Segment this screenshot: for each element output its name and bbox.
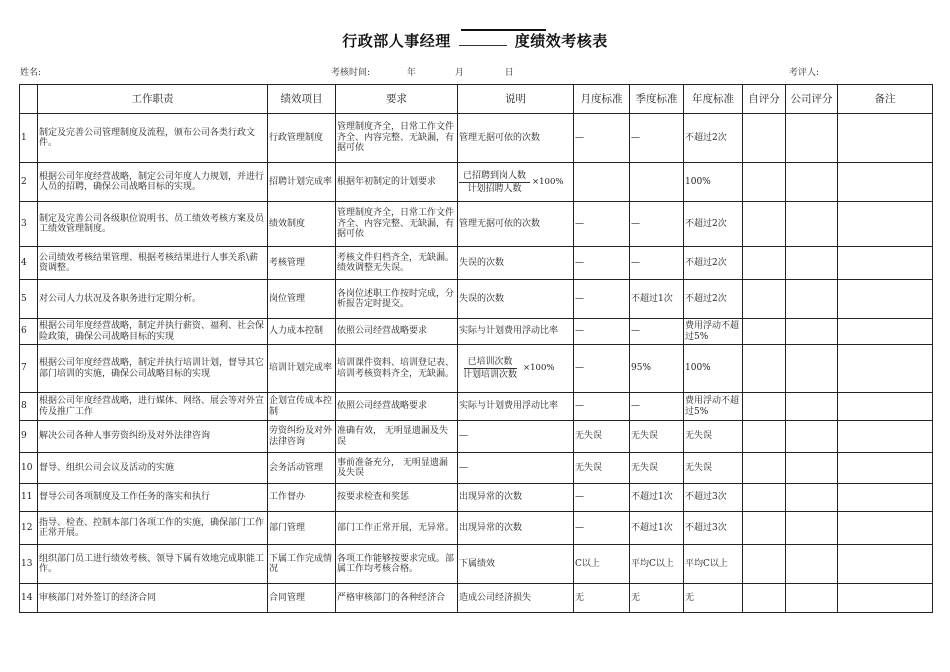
quarterly-standard-cell: — — [630, 247, 684, 280]
monthly-standard-cell: — — [574, 484, 630, 512]
note-cell[interactable] — [838, 421, 933, 453]
self-score-cell[interactable] — [743, 280, 786, 319]
company-score-cell[interactable] — [786, 345, 838, 393]
monthly-standard-cell: 无失误 — [574, 453, 630, 484]
item-cell: 工作督办 — [268, 484, 336, 512]
title-prefix: 行政部人事经理 — [342, 32, 451, 50]
row-number: 11 — [20, 484, 38, 512]
note-cell[interactable] — [838, 202, 933, 247]
formula-denominator: 计划招聘人数 — [467, 183, 522, 194]
company-score-cell[interactable] — [786, 453, 838, 484]
evaluation-table — [19, 84, 933, 613]
monthly-standard-cell: 无失误 — [574, 421, 630, 453]
description-cell: 失误的次数 — [458, 247, 574, 280]
quarterly-standard-cell: — — [630, 319, 684, 345]
table-row — [20, 247, 933, 280]
item-cell: 行政管理制度 — [268, 114, 336, 163]
self-score-cell[interactable] — [743, 545, 786, 584]
note-cell[interactable] — [838, 319, 933, 345]
company-score-cell[interactable] — [786, 545, 838, 584]
annual-standard-cell: 费用浮动不超过5% — [684, 393, 743, 421]
duty-cell: 解决公司各种人事劳资纠纷及对外法律咨询 — [38, 421, 268, 453]
requirement-cell: 按要求检查和奖惩 — [336, 484, 458, 512]
formula-numerator: 已招聘到岗人数 — [459, 170, 530, 183]
company-score-cell[interactable] — [786, 421, 838, 453]
annual-standard-cell: 不超过3次 — [684, 512, 743, 545]
note-cell[interactable] — [838, 512, 933, 545]
duty-cell: 组织部门员工进行绩效考核、领导下属有效地完成职能工作。 — [38, 545, 268, 584]
duty-cell: 制定及完善公司各级职位说明书、员工绩效考核方案及员工绩效管理制度。 — [38, 202, 268, 247]
note-cell[interactable] — [838, 584, 933, 613]
header-monthly: 月度标准 — [574, 85, 630, 114]
item-cell: 下属工作完成情况 — [268, 545, 336, 584]
description-cell: 出现异常的次数 — [458, 512, 574, 545]
self-score-cell[interactable] — [743, 393, 786, 421]
self-score-cell[interactable] — [743, 584, 786, 613]
company-score-cell[interactable] — [786, 319, 838, 345]
duty-cell: 公司绩效考核结果管理、根据考核结果进行人事关系\薪资调整。 — [38, 247, 268, 280]
quarterly-standard-cell: 无 — [630, 584, 684, 613]
requirement-cell: 培训课件资料、培训登记表、培训考核资料齐全，无缺漏。 — [336, 345, 458, 393]
table-row — [20, 512, 933, 545]
item-cell: 部门管理 — [268, 512, 336, 545]
description-cell: 造成公司经济损失 — [458, 584, 574, 613]
table-row — [20, 114, 933, 163]
description-cell: — — [458, 421, 574, 453]
requirement-cell: 考核文件归档齐全，无缺漏。绩效调整无失误。 — [336, 247, 458, 280]
table-row — [20, 280, 933, 319]
formula — [459, 356, 554, 381]
header-duty: 工作职责 — [38, 85, 268, 114]
annual-standard-cell: 平均C以上 — [684, 545, 743, 584]
company-score-cell[interactable] — [786, 484, 838, 512]
quarterly-standard-cell: 不超过1次 — [630, 484, 684, 512]
formula-numerator: 已培训次数 — [464, 356, 517, 369]
row-number: 3 — [20, 202, 38, 247]
description-cell: — — [458, 453, 574, 484]
row-number: 14 — [20, 584, 38, 613]
note-cell[interactable] — [838, 484, 933, 512]
duty-cell: 根据公司年度经营战略，进行媒体、网络、展会等对外宣传及推广工作 — [38, 393, 268, 421]
duty-cell: 制定及完善公司管理制度及流程，颁布公司各类行政文件。 — [38, 114, 268, 163]
row-number: 7 — [20, 345, 38, 393]
company-score-cell[interactable] — [786, 247, 838, 280]
table-row — [20, 584, 933, 613]
monthly-standard-cell: — — [574, 345, 630, 393]
description-cell: 失误的次数 — [458, 280, 574, 319]
company-score-cell[interactable] — [786, 202, 838, 247]
requirement-cell: 管理制度齐全，日常工作文件齐全、内容完整、无缺漏，有据可依 — [336, 202, 458, 247]
quarterly-standard-cell: 95% — [630, 345, 684, 393]
monthly-standard-cell: — — [574, 202, 630, 247]
quarterly-standard-cell: 平均C以上 — [630, 545, 684, 584]
row-number: 10 — [20, 453, 38, 484]
title-suffix: 度绩效考核表 — [514, 32, 608, 50]
note-cell[interactable] — [838, 545, 933, 584]
annual-standard-cell: 不超过3次 — [684, 484, 743, 512]
annual-standard-cell: 不超过2次 — [684, 280, 743, 319]
table-row — [20, 393, 933, 421]
description-cell — [458, 163, 574, 202]
row-number: 13 — [20, 545, 38, 584]
monthly-standard-cell — [574, 163, 630, 202]
annual-standard-cell: 无失误 — [684, 421, 743, 453]
monthly-standard-cell: — — [574, 319, 630, 345]
item-cell: 岗位管理 — [268, 280, 336, 319]
requirement-cell: 根据年初制定的计划要求 — [336, 163, 458, 202]
self-score-cell[interactable] — [743, 163, 786, 202]
item-cell: 人力成本控制 — [268, 319, 336, 345]
monthly-standard-cell: — — [574, 114, 630, 163]
quarterly-standard-cell — [630, 163, 684, 202]
header-self-score: 自评分 — [743, 85, 786, 114]
note-cell[interactable] — [838, 163, 933, 202]
duty-cell: 对公司人力状况及各职务进行定期分析。 — [38, 280, 268, 319]
quarterly-standard-cell: 无失误 — [630, 421, 684, 453]
requirement-cell: 事前准备充分， 无明显遗漏及失误 — [336, 453, 458, 484]
item-cell: 考核管理 — [268, 247, 336, 280]
header-quarterly: 季度标准 — [630, 85, 684, 114]
quarterly-standard-cell: 无失误 — [630, 453, 684, 484]
item-cell: 绩效制度 — [268, 202, 336, 247]
company-score-cell[interactable] — [786, 280, 838, 319]
monthly-standard-cell: — — [574, 280, 630, 319]
description-cell — [458, 345, 574, 393]
row-number: 6 — [20, 319, 38, 345]
title-blank-field[interactable] — [459, 33, 507, 46]
title-area — [0, 30, 950, 51]
description-cell: 实际与计划费用浮动比率 — [458, 393, 574, 421]
header-item: 绩效项目 — [268, 85, 336, 114]
duty-cell: 审核部门对外签订的经济合同 — [38, 584, 268, 613]
item-cell: 培训计划完成率 — [268, 345, 336, 393]
note-cell[interactable] — [838, 345, 933, 393]
self-score-cell[interactable] — [743, 202, 786, 247]
annual-standard-cell: 100% — [684, 345, 743, 393]
review-time-label: 考核时间: — [331, 68, 371, 78]
header-row — [20, 85, 933, 114]
note-cell[interactable] — [838, 247, 933, 280]
monthly-standard-cell: — — [574, 512, 630, 545]
self-score-cell[interactable] — [743, 247, 786, 280]
row-number: 4 — [20, 247, 38, 280]
duty-cell: 督导公司各项制度及工作任务的落实和执行 — [38, 484, 268, 512]
table-row — [20, 421, 933, 453]
note-cell[interactable] — [838, 114, 933, 163]
duty-cell: 指导、检查、控制本部门各项工作的实施，确保部门工作正常开展。 — [38, 512, 268, 545]
quarterly-standard-cell: 不超过1次 — [630, 280, 684, 319]
note-cell[interactable] — [838, 453, 933, 484]
company-score-cell[interactable] — [786, 114, 838, 163]
formula-multiplier: ×100% — [523, 363, 555, 374]
self-score-cell[interactable] — [743, 421, 786, 453]
item-cell: 企划宣传成本控制 — [268, 393, 336, 421]
month-label: 月 — [454, 68, 464, 78]
duty-cell: 督导、组织公司会议及活动的实施 — [38, 453, 268, 484]
self-score-cell[interactable] — [743, 319, 786, 345]
monthly-standard-cell: C以上 — [574, 545, 630, 584]
requirement-cell: 严格审核部门的各种经济合 — [336, 584, 458, 613]
row-number: 1 — [20, 114, 38, 163]
annual-standard-cell: 100% — [684, 163, 743, 202]
requirement-cell: 各岗位述职工作按时完成，分析报告定时提交。 — [336, 280, 458, 319]
company-score-cell[interactable] — [786, 393, 838, 421]
annual-standard-cell: 无 — [684, 584, 743, 613]
table-row — [20, 163, 933, 202]
duty-cell: 根据公司年度经营战略，制定并执行培训计划，督导其它部门培训的实施，确保公司战略目标的实现 — [38, 345, 268, 393]
note-cell[interactable] — [838, 280, 933, 319]
formula-multiplier: ×100% — [532, 176, 564, 187]
requirement-cell: 依照公司经营战略要求 — [336, 393, 458, 421]
duty-cell: 根据公司年度经营战略，制定公司年度人力规划，并进行人员的招聘，确保公司战略目标的实现。 — [38, 163, 268, 202]
name-label: 姓名: — [20, 68, 42, 78]
item-cell: 会务活动管理 — [268, 453, 336, 484]
self-score-cell[interactable] — [743, 345, 786, 393]
requirement-cell: 准确有效， 无明显遗漏及失误 — [336, 421, 458, 453]
duty-cell: 根据公司年度经营战略，制定并执行薪资、福利、社会保险政策，确保公司战略目标的实现 — [38, 319, 268, 345]
row-number: 5 — [20, 280, 38, 319]
quarterly-standard-cell: 不超过1次 — [630, 512, 684, 545]
description-cell: 下属绩效 — [458, 545, 574, 584]
table-row — [20, 453, 933, 484]
requirement-cell: 依照公司经营战略要求 — [336, 319, 458, 345]
self-score-cell[interactable] — [743, 484, 786, 512]
self-score-cell[interactable] — [743, 114, 786, 163]
reviewer-label: 考评人: — [789, 68, 820, 78]
requirement-cell: 各项工作能够按要求完成。部属工作均考核合格。 — [336, 545, 458, 584]
formula — [459, 170, 563, 195]
table-row — [20, 484, 933, 512]
table-row — [20, 202, 933, 247]
monthly-standard-cell: — — [574, 393, 630, 421]
row-number: 12 — [20, 512, 38, 545]
description-cell: 管理无据可依的次数 — [458, 114, 574, 163]
year-label: 年 — [406, 68, 416, 78]
header-note: 备注 — [838, 85, 933, 114]
table-row — [20, 319, 933, 345]
requirement-cell: 部门工作正常开展，无异常。 — [336, 512, 458, 545]
day-label: 日 — [504, 68, 514, 78]
quarterly-standard-cell: — — [630, 114, 684, 163]
table-row — [20, 345, 933, 393]
item-cell: 劳资纠纷及对外法律咨询 — [268, 421, 336, 453]
quarterly-standard-cell: — — [630, 393, 684, 421]
note-cell[interactable] — [838, 393, 933, 421]
row-number: 9 — [20, 421, 38, 453]
requirement-cell: 管理制度齐全，日常工作文件齐全、内容完整、无缺漏，有据可依 — [336, 114, 458, 163]
company-score-cell[interactable] — [786, 584, 838, 613]
table-row — [20, 545, 933, 584]
monthly-standard-cell: 无 — [574, 584, 630, 613]
row-number: 2 — [20, 163, 38, 202]
monthly-standard-cell: — — [574, 247, 630, 280]
header-annual: 年度标准 — [684, 85, 743, 114]
annual-standard-cell: 费用浮动不超过5% — [684, 319, 743, 345]
description-cell: 管理无据可依的次数 — [458, 202, 574, 247]
company-score-cell[interactable] — [786, 512, 838, 545]
header-description: 说明 — [458, 85, 574, 114]
self-score-cell[interactable] — [743, 453, 786, 484]
formula-denominator: 计划培训次数 — [463, 370, 518, 380]
header-company-score: 公司评分 — [786, 85, 838, 114]
header-requirement: 要求 — [336, 85, 458, 114]
annual-standard-cell: 不超过2次 — [684, 114, 743, 163]
quarterly-standard-cell: — — [630, 202, 684, 247]
page-title — [342, 32, 608, 50]
annual-standard-cell: 无失误 — [684, 453, 743, 484]
self-score-cell[interactable] — [743, 512, 786, 545]
annual-standard-cell: 不超过2次 — [684, 247, 743, 280]
item-cell: 合同管理 — [268, 584, 336, 613]
description-cell: 实际与计划费用浮动比率 — [458, 319, 574, 345]
company-score-cell[interactable] — [786, 163, 838, 202]
annual-standard-cell: 不超过2次 — [684, 202, 743, 247]
row-number: 8 — [20, 393, 38, 421]
item-cell: 招聘计划完成率 — [268, 163, 336, 202]
header-no — [20, 85, 38, 114]
review-time — [331, 65, 514, 78]
description-cell: 出现异常的次数 — [458, 484, 574, 512]
